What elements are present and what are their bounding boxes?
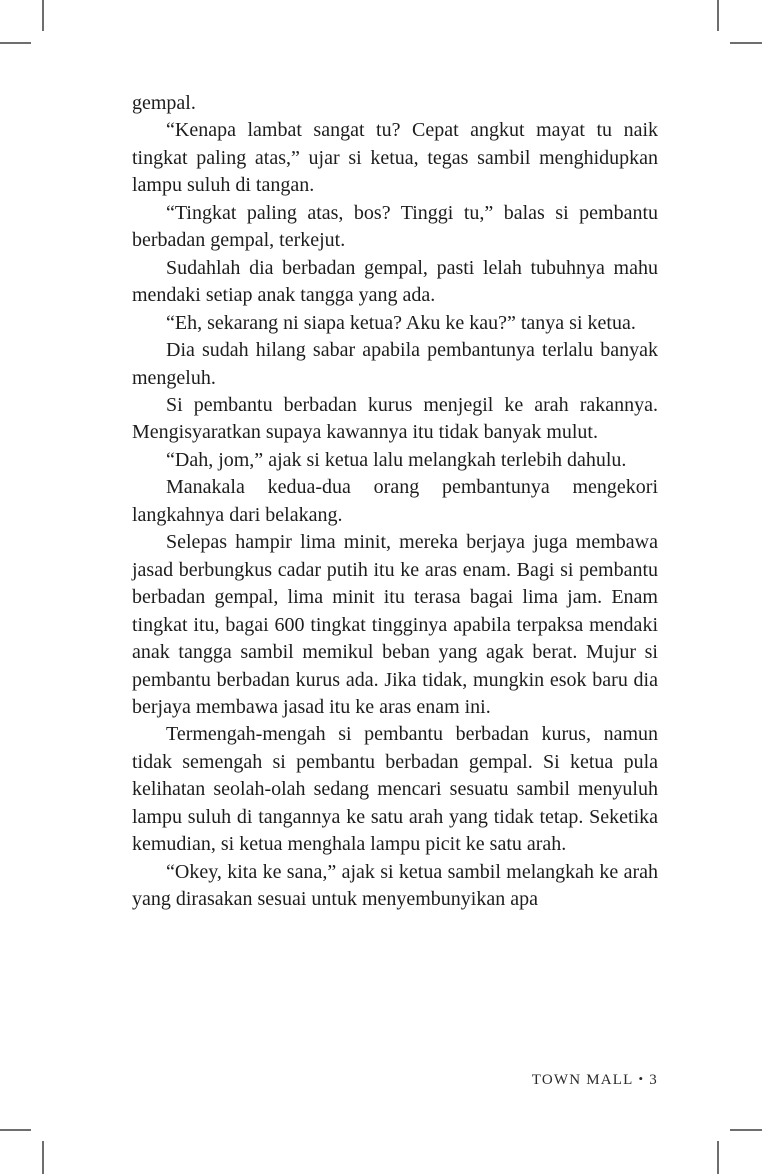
paragraph: Dia sudah hilang sabar apabila pembantunya terlalu banyak mengeluh. — [132, 339, 658, 389]
crop-mark-top-right-horizontal — [730, 42, 762, 44]
paragraph: “Okey, kita ke sana,” ajak si ketua sambil melangkah ke arah yang dirasakan sesuai untuk menyembunyikan apa — [132, 860, 658, 911]
paragraph: “Tingkat paling atas, bos? Tinggi tu,” balas si pembantu berbadan gempal, terkejut. — [132, 201, 658, 252]
body-text — [132, 90, 658, 914]
paragraph: Si pembantu berbadan kurus menjegil ke arah rakannya. Mengisyaratkan supaya kawannya itu tidak banyak mulut. — [132, 393, 658, 444]
crop-mark-bottom-left-horizontal — [0, 1129, 31, 1131]
crop-mark-bottom-right-vertical — [717, 1141, 719, 1174]
paragraph: Manakala kedua-dua orang pembantunya mengekori langkahnya dari belakang. — [132, 476, 658, 526]
running-title: TOWN MALL — [531, 1072, 634, 1088]
footer-separator-bullet: • — [638, 1071, 645, 1086]
paragraph: “Dah, jom,” ajak si ketua lalu melangkah terlebih dahulu. — [166, 448, 627, 471]
crop-mark-bottom-left-vertical — [42, 1141, 44, 1174]
paragraph: “Eh, sekarang ni siapa ketua? Aku ke kau?” tanya si ketua. — [166, 311, 636, 334]
paragraph: Sudahlah dia berbadan gempal, pasti lelah tubuhnya mahu mendaki setiap anak tangga yang ada. — [132, 256, 658, 307]
paragraph: Selepas hampir lima minit, mereka berjaya juga membawa jasad berbungkus cadar putih itu ke aras enam. Bagi si pembantu berbadan gempal, lima minit itu terasa bagai lima jam. Enam tingkat itu, bagai 600 tingkat tingginya apabila terpaksa mendaki anak tangga sambil memikul beban yang agak berat. Mujur si pembantu berbadan kurus ada. Jika tidak, mungkin esok baru dia berjaya membawa jasad itu ke aras enam ini. — [132, 531, 658, 718]
crop-mark-top-left-horizontal — [0, 42, 31, 44]
paragraph: “Kenapa lambat sangat tu? Cepat angkut mayat tu naik tingkat paling atas,” ujar si ketua, tegas sambil menghidupkan lampu suluh di tangan. — [132, 119, 658, 197]
crop-mark-top-right-vertical — [717, 0, 719, 31]
paragraph: Termengah-mengah si pembantu berbadan kurus, namun tidak semengah si pembantu berbadan gempal. Si ketua pula kelihatan seolah-olah sedang mencari sesuatu sambil menyuluh lampu suluh di tangannya ke satu arah yang tidak tetap. Seketika kemudian, si ketua menghala lampu picit ke satu arah. — [132, 723, 658, 856]
paragraph: gempal. — [132, 92, 196, 114]
crop-mark-top-left-vertical — [42, 0, 44, 31]
running-footer — [132, 1071, 658, 1089]
crop-mark-bottom-right-horizontal — [730, 1129, 762, 1131]
page-number: 3 — [649, 1072, 658, 1088]
